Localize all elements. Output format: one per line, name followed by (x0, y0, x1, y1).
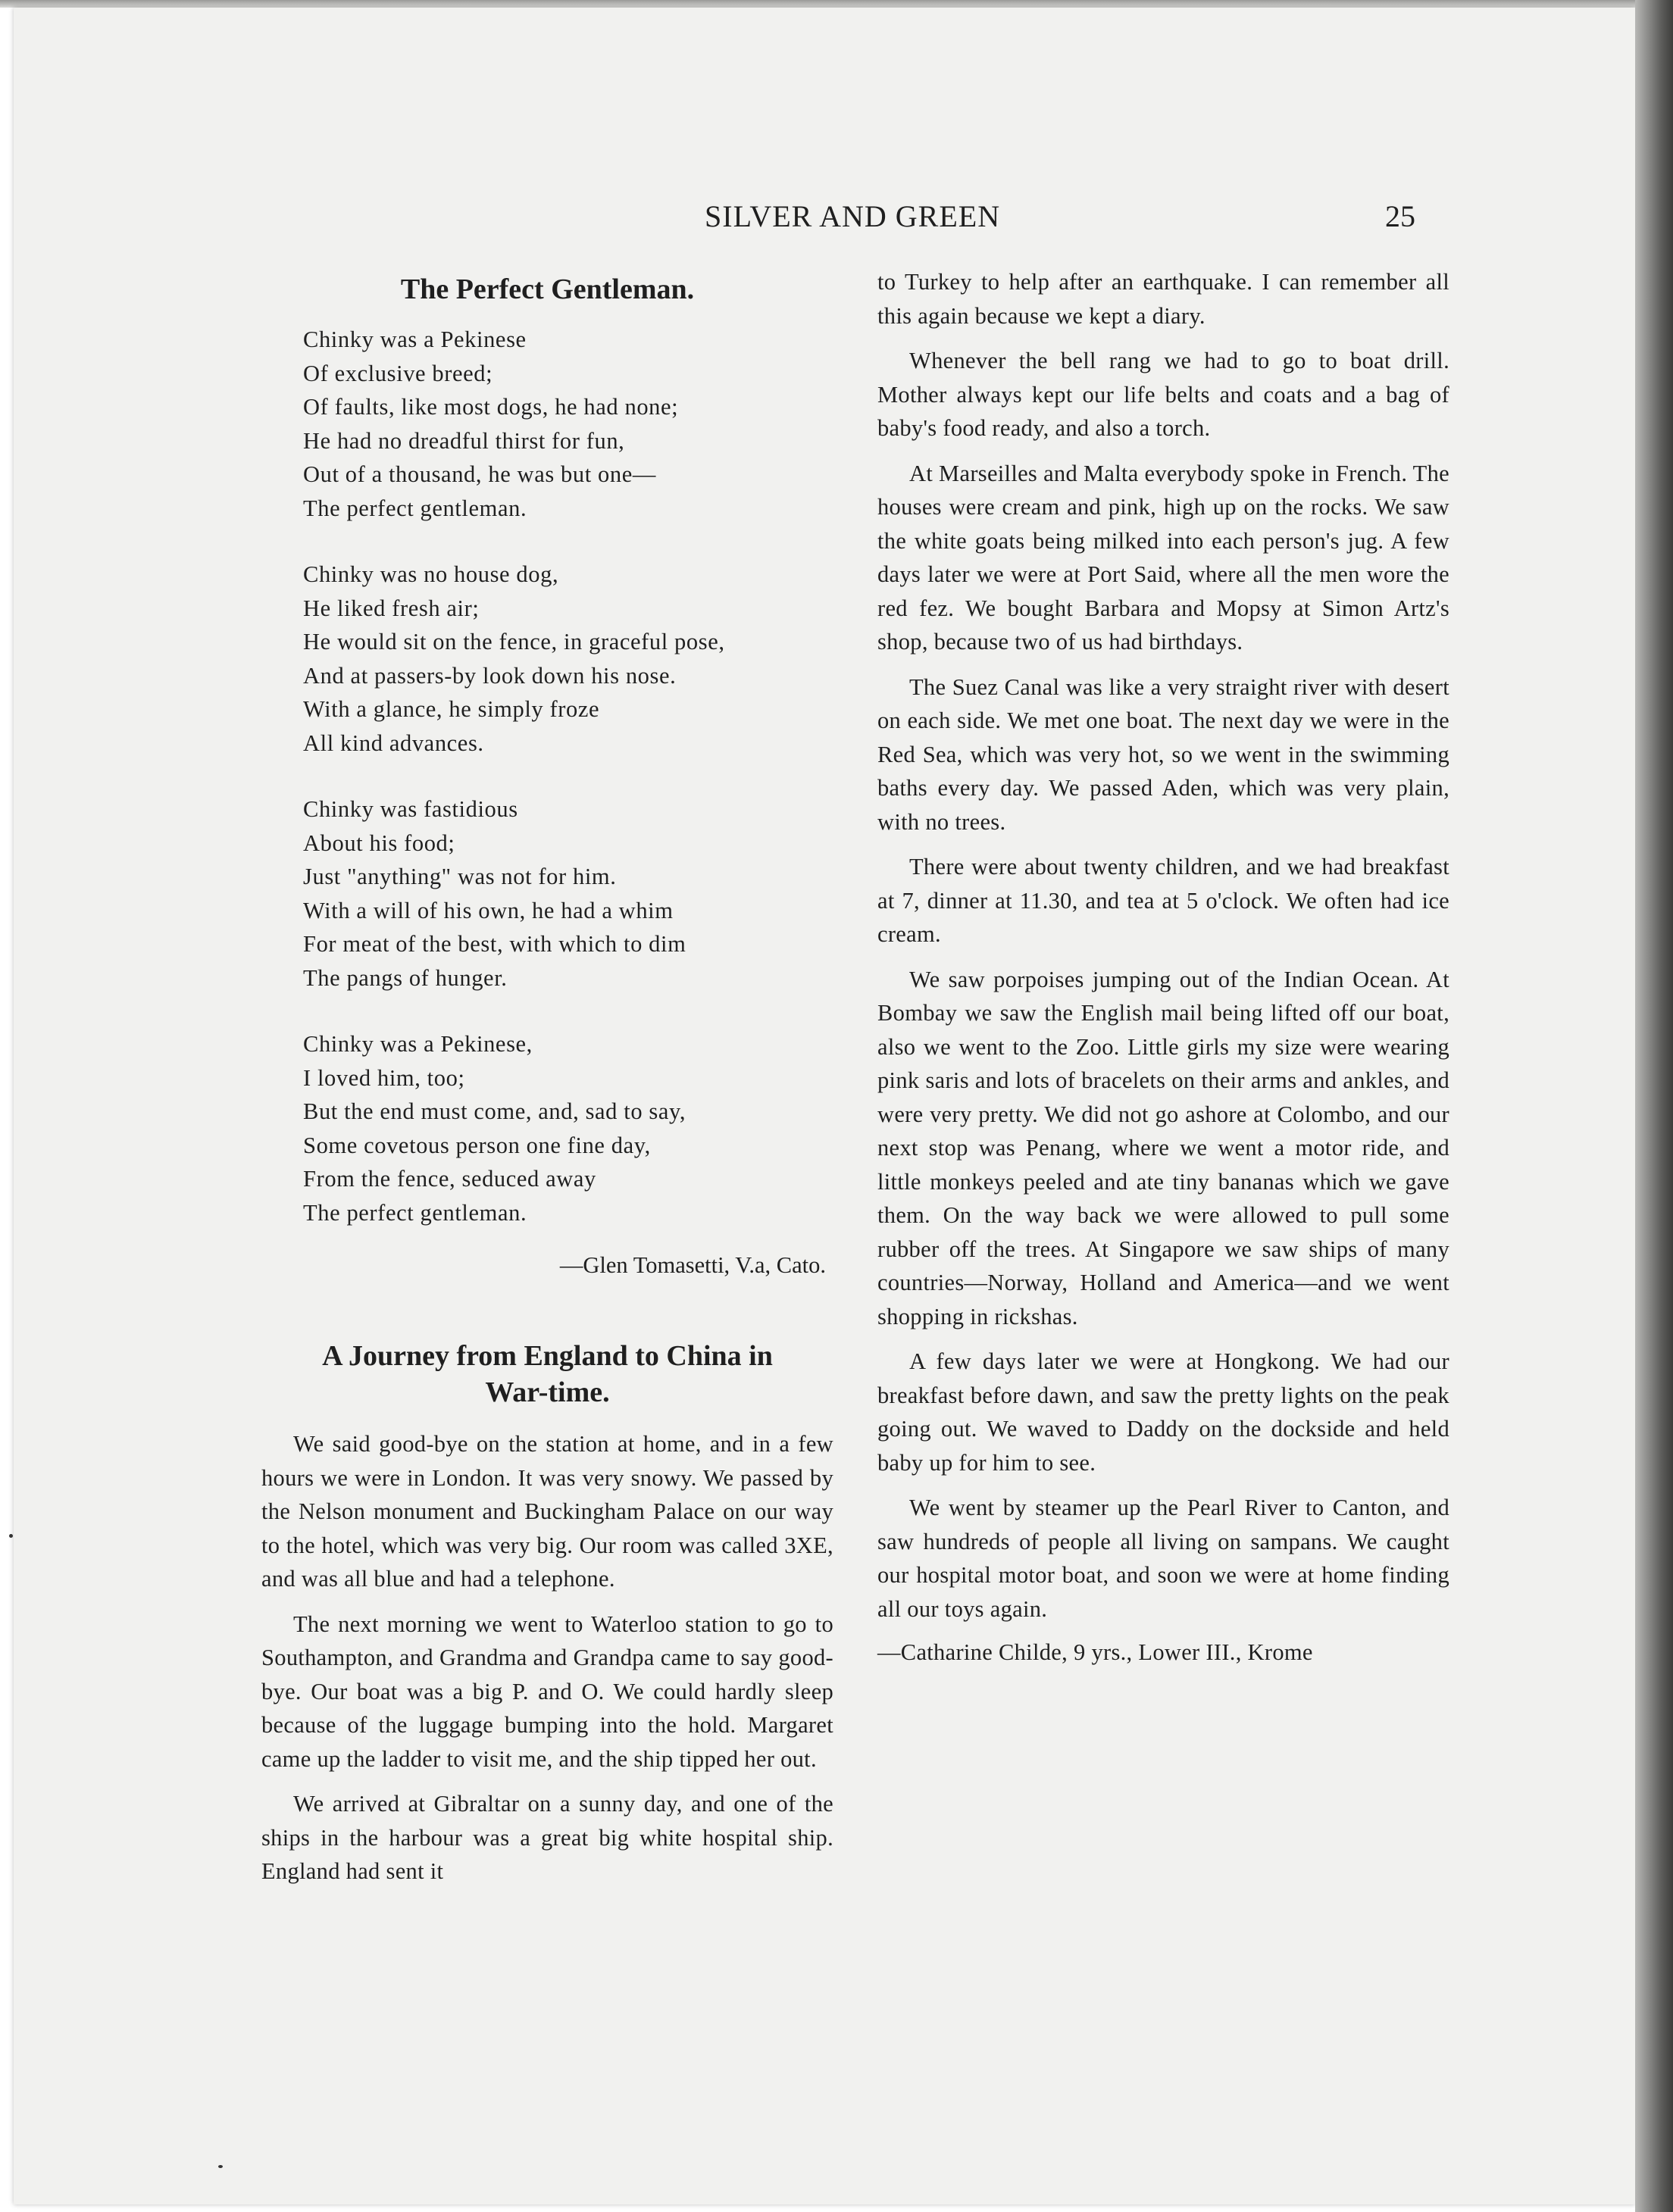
right-column (877, 265, 1449, 1680)
poem-line: He liked fresh air; (303, 595, 480, 621)
page-number: 25 (1385, 199, 1415, 233)
poem-stanza (303, 558, 833, 760)
poem-line: Chinky was a Pekinese (303, 326, 527, 352)
poem-line: Chinky was no house dog, (303, 561, 559, 587)
poem-line: Just "anything" was not for him. (303, 864, 617, 889)
poem-stanza (303, 323, 833, 525)
poem-author-signature: —Glen Tomasetti, V.a, Cato. (559, 1252, 826, 1278)
article-paragraph: We said good-bye on the station at home, and in a few hours we were in London. It was very snowy. We passed by the Nelson monument and Buckingham Palace on our way to the hotel, which was very big. Our room was called 3XE, and was all blue and had a telephone. (261, 1431, 833, 1592)
book-spine-edge (1635, 0, 1673, 2212)
article-paragraph: A few days later we were at Hongkong. We had our breakfast before dawn, and saw the pretty lights on the peak going out. We waved to Daddy on the dockside and held baby up for him to see. (877, 1348, 1449, 1476)
article-title-line: War-time. (485, 1376, 610, 1408)
poem-stanza (303, 792, 833, 995)
poem-line: Chinky was a Pekinese, (303, 1031, 533, 1057)
poem-line: About his food; (303, 830, 455, 856)
article-paragraph: The next morning we went to Waterloo station to go to Southampton, and Grandma and Grandpa came to say good-bye. Our boat was a big P. and O. We could hardly sleep because of the luggage bumping into the hold. Margaret came up the ladder to visit me, and the ship tipped her out. (261, 1611, 833, 1772)
poem-line: Of faults, like most dogs, he had none; (303, 394, 679, 420)
article-paragraph: Whenever the bell rang we had to go to boat drill. Mother always kept our life belts and coats and a bag of baby's food ready, and also a torch. (877, 348, 1449, 441)
poem-line: With a will of his own, he had a whim (303, 897, 674, 923)
article-paragraph: We went by steamer up the Pearl River to Canton, and saw hundreds of people all living on sampans. We caught our hospital motor boat, and soon we were at home finding all our toys again. (877, 1495, 1449, 1622)
article-paragraph: There were about twenty children, and we had breakfast at 7, dinner at 11.30, and tea at 5 o'clock. We often had ice cream. (877, 854, 1449, 947)
poem-line: From the fence, seduced away (303, 1166, 596, 1192)
poem-line: Chinky was fastidious (303, 796, 518, 822)
poem-line: Out of a thousand, he was but one— (303, 461, 656, 487)
poem-line: I loved him, too; (303, 1064, 465, 1091)
scan-speck (9, 1534, 13, 1538)
poem-stanza (303, 1027, 833, 1229)
poem-line: All kind advances. (303, 730, 484, 756)
poem-line: He had no dreadful thirst for fun, (303, 427, 625, 454)
article-title (261, 1338, 833, 1411)
article-paragraph: The Suez Canal was like a very straight river with desert on each side. We met one boat. The next day we were in the Red Sea, which was very hot, so we went in the swimming baths every day. We passed Aden, which was very plain, with no trees. (877, 673, 1449, 835)
poem-line: Of exclusive breed; (303, 360, 493, 386)
scan-speck (218, 2165, 223, 2168)
poem-line: The pangs of hunger. (303, 964, 508, 991)
poem-line: Some covetous person one fine day, (303, 1132, 651, 1158)
left-column (261, 265, 833, 1900)
article-title-line: A Journey from England to China in (322, 1340, 773, 1372)
publication-title: SILVER AND GREEN (705, 199, 1001, 233)
article-paragraph: We saw porpoises jumping out of the Indian Ocean. At Bombay we saw the English mail being lifted off our boat, also we went to the Zoo. Little girls my size were wearing pink saris and lots of bracelets on their arms and ankles, and were very pretty. We did not go ashore at Colombo, and our next stop was Penang, where we went a motor ride, and little monkeys peeled and ate tiny bananas which we gave them. On the way back we were allowed to pull some rubber off the trees. At Singapore we saw ships of many countries—Norway, Holland and America—and we went shopping in rickshas. (877, 966, 1449, 1329)
poem-line: For meat of the best, with which to dim (303, 931, 686, 957)
article-paragraph: to Turkey to help after an earthquake. I can remember all this again because we kept a diary. (877, 269, 1449, 329)
poem-title: The Perfect Gentleman. (400, 273, 695, 305)
article-paragraph: We arrived at Gibraltar on a sunny day, and one of the ships in the harbour was a great big white hospital ship. England had sent it (261, 1791, 833, 1884)
article-author-signature: —Catharine Childe, 9 yrs., Lower III., Krome (877, 1639, 1313, 1665)
poem-line: The perfect gentleman. (303, 1199, 527, 1226)
article-paragraph: At Marseilles and Malta everybody spoke in French. The houses were cream and pink, high up on the rocks. We saw the white goats being milked into each person's jug. A few days later we were at Port Said, where all the men wore the red fez. We bought Barbara and Mopsy at Simon Artz's shop, because two of us had birthdays. (877, 460, 1449, 655)
poem-line: With a glance, he simply froze (303, 696, 600, 722)
poem-line: And at passers-by look down his nose. (303, 662, 677, 689)
scan-top-edge (0, 0, 1673, 8)
poem-line: He would sit on the fence, in graceful pose, (303, 629, 725, 655)
poem-line: But the end must come, and, sad to say, (303, 1098, 686, 1124)
poem-line: The perfect gentleman. (303, 495, 527, 521)
running-header (0, 198, 1673, 244)
